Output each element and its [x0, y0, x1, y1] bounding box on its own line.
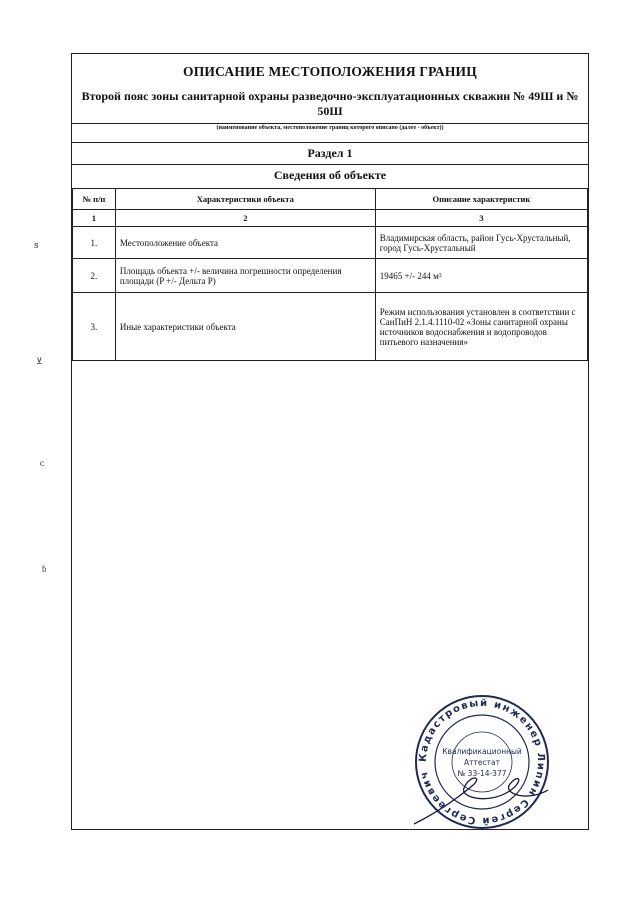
- header-cell: Характеристики объекта: [115, 189, 375, 210]
- table-row: [73, 293, 588, 361]
- table-row: [73, 259, 588, 293]
- row-index: 3.: [73, 293, 116, 361]
- row-description: Владимирская область, район Гусь-Хрустальный, город Гусь-Хрустальный: [375, 227, 587, 259]
- object-caption: (наименование объекта, местоположение границ которого описано (далее - объект)): [216, 125, 444, 131]
- row-characteristic: Площадь объекта +/- величина погрешности определения площади (P +/- Дельта P): [115, 259, 375, 293]
- row-description: 19465 +/- 244 м²: [375, 259, 587, 293]
- table-row: [73, 227, 588, 259]
- row-index: 1.: [73, 227, 116, 259]
- header-cell: № п/п: [73, 189, 116, 210]
- row-characteristic: Местоположение объекта: [115, 227, 375, 259]
- document-subtitle: Второй пояс зоны санитарной охраны разведочно-эксплуатационных скважин № 49Ш и № 50Ш: [81, 89, 579, 118]
- margin-mark: ᴄ: [40, 458, 45, 468]
- divider: [72, 164, 588, 165]
- document-title: ОПИСАНИЕ МЕСТОПОЛОЖЕНИЯ ГРАНИЦ: [183, 64, 477, 79]
- seal-line-3: № 33-14-377: [457, 769, 507, 778]
- column-number: 1: [73, 210, 116, 227]
- seal-line-2: Аттестат: [464, 758, 500, 767]
- header-cell: Описание характеристик: [375, 189, 587, 210]
- column-number: 2: [115, 210, 375, 227]
- margin-mark: ⊻: [36, 356, 43, 366]
- seal-outer-text: Кадастровый инженер Липин Сергей Сергеевич: [417, 697, 547, 827]
- section-label: Раздел 1: [307, 146, 353, 160]
- row-description: Режим использования установлен в соответствии с СанПиН 2.1.4.1110-02 «Зоны санитарной охраны источников водоснабжения и водопроводов питьевого назначения»: [375, 293, 587, 361]
- engineer-seal: [412, 692, 552, 832]
- margin-mark: ɓ: [42, 564, 47, 574]
- seal-line-1: Квалификационный: [442, 747, 522, 756]
- divider: [72, 142, 588, 143]
- object-info-table: [72, 188, 588, 361]
- table-header-row: [73, 189, 588, 210]
- margin-mark: ꜱ: [34, 240, 39, 250]
- section-title: Сведения об объекте: [273, 168, 387, 182]
- caption-rule: [72, 123, 588, 124]
- row-characteristic: Иные характеристики объекта: [115, 293, 375, 361]
- row-index: 2.: [73, 259, 116, 293]
- column-number: 3: [375, 210, 587, 227]
- column-number-row: [73, 210, 588, 227]
